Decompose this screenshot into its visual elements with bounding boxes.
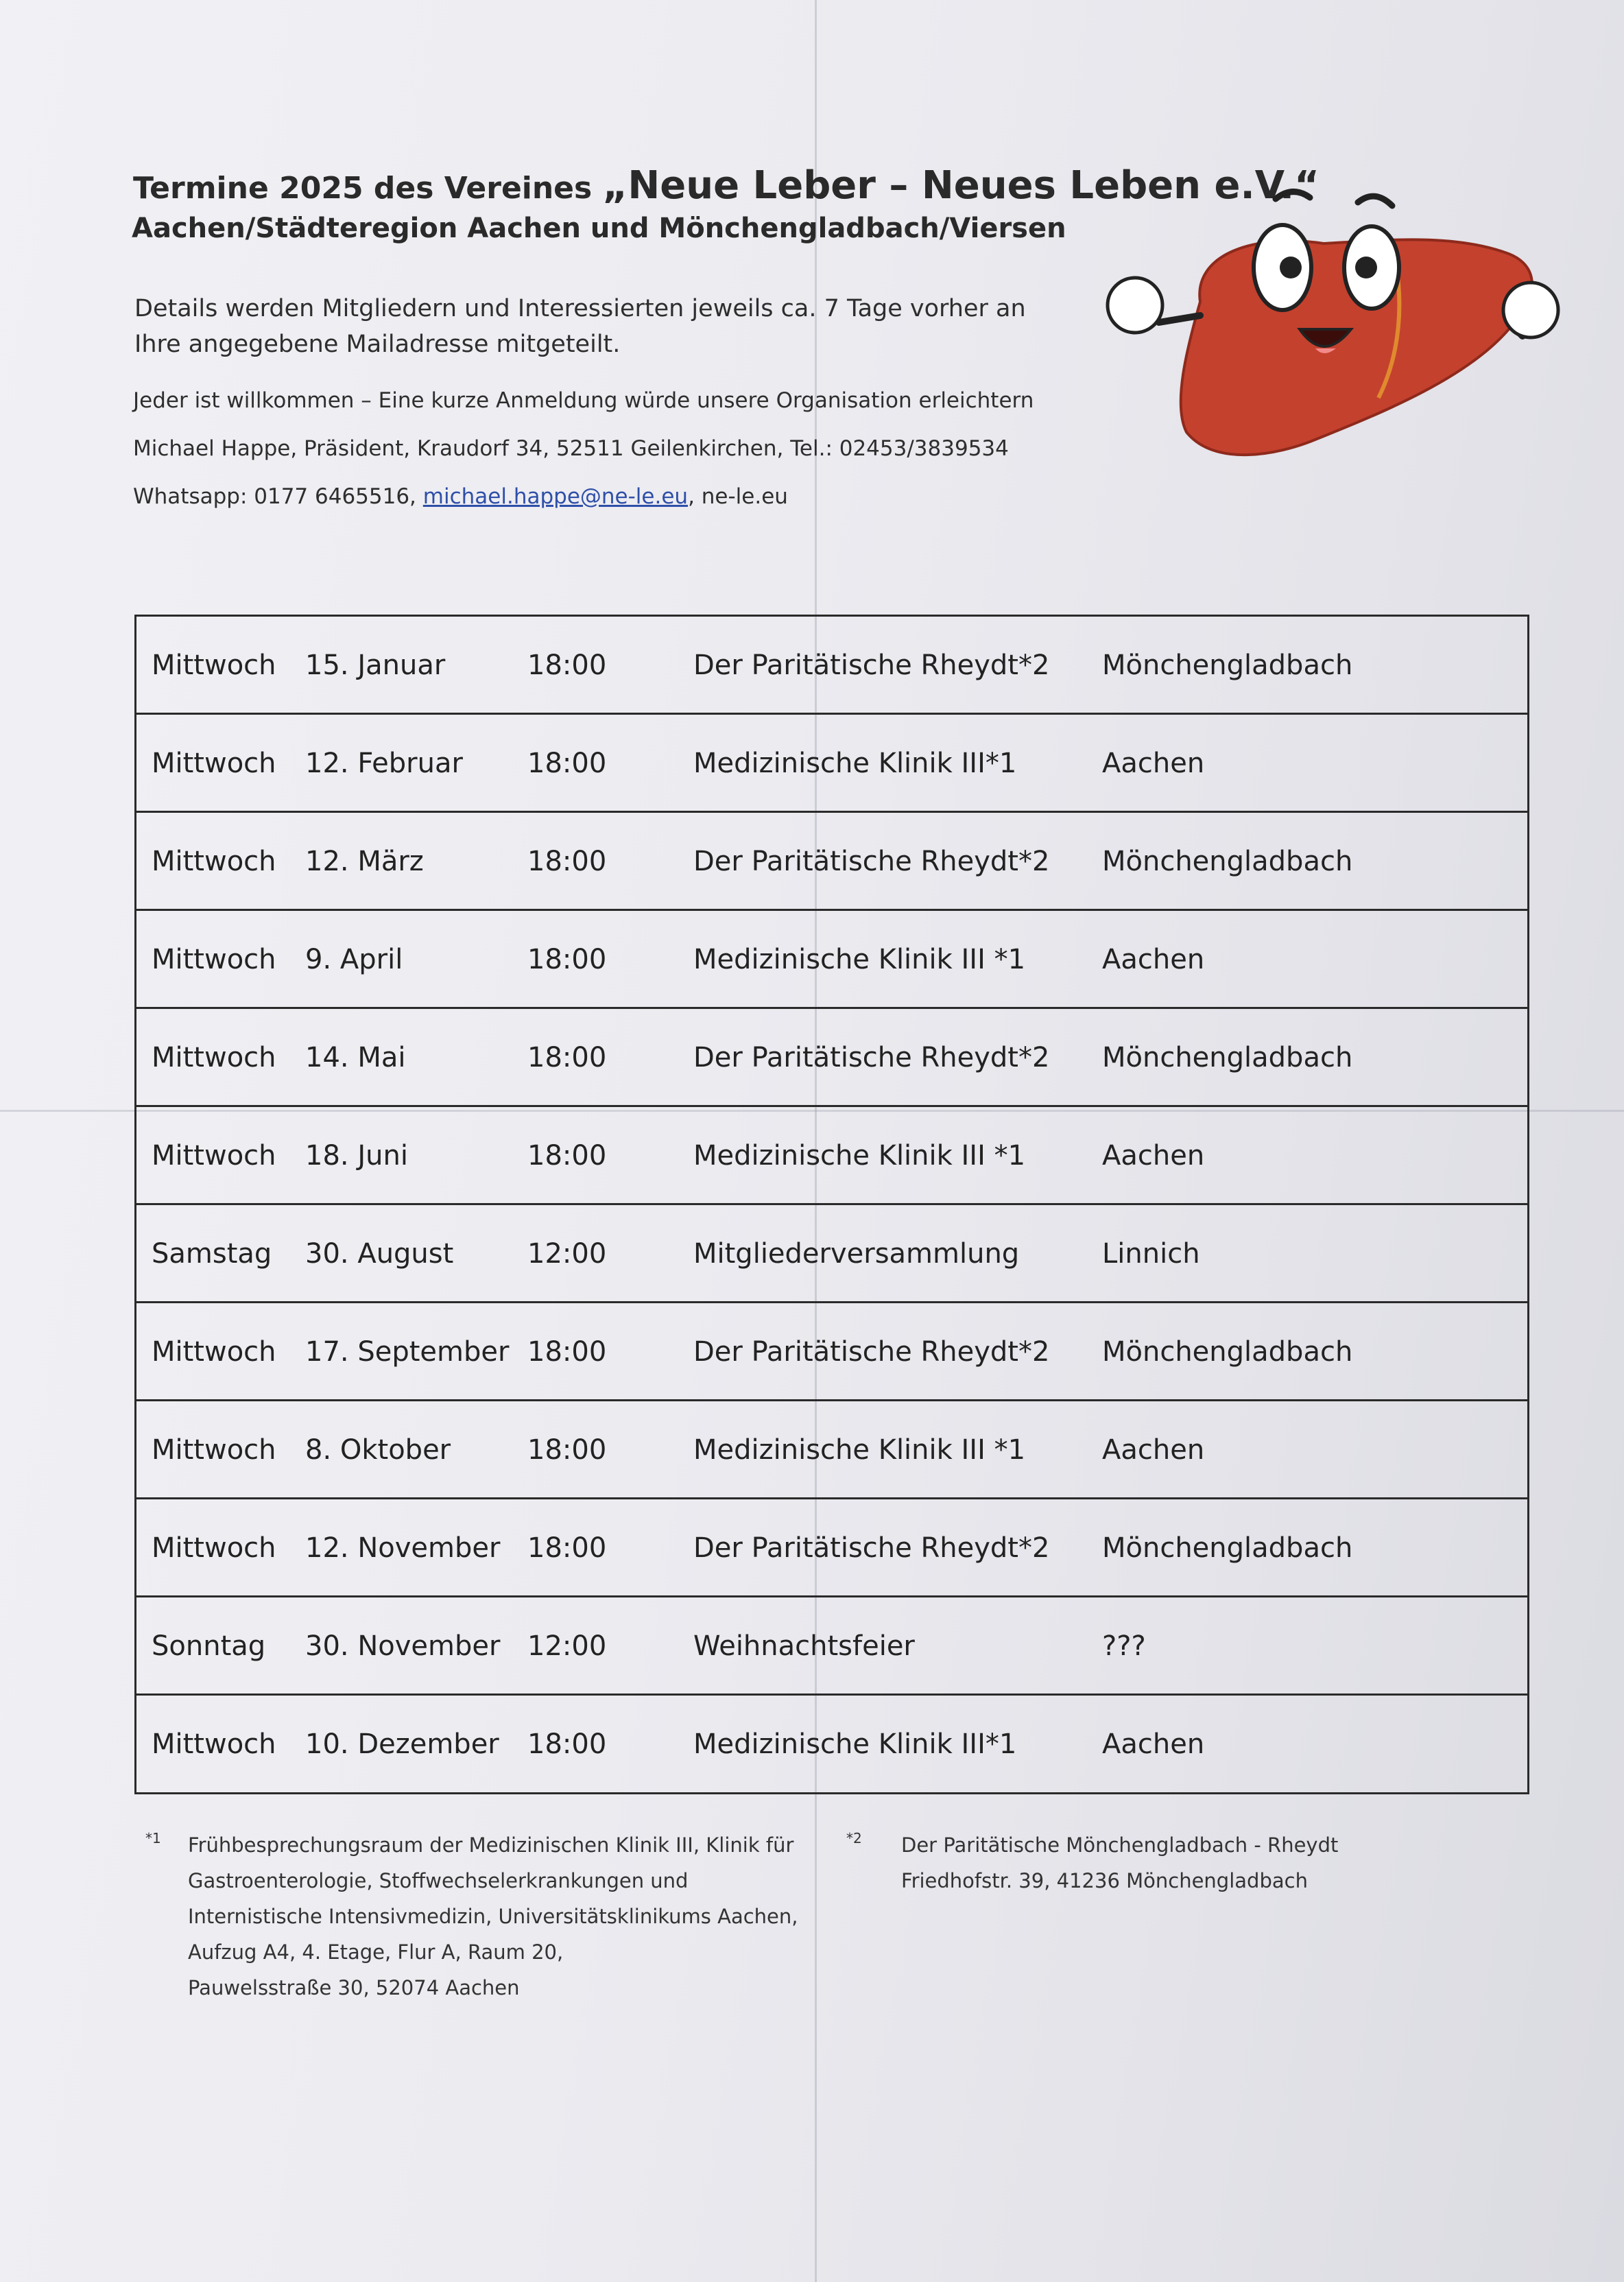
event-place: Der Paritätische Rheydt*2	[693, 1042, 1050, 1073]
event-city: Mönchengladbach	[1102, 846, 1353, 877]
footnote-1	[188, 1827, 805, 2006]
event-date: 10. Dezember	[305, 1728, 499, 1760]
event-city: Mönchengladbach	[1102, 1532, 1353, 1564]
event-day: Mittwoch	[152, 1140, 276, 1172]
footnote-line: Friedhofstr. 39, 41236 Mönchengladbach	[901, 1869, 1308, 1892]
event-date: 17. September	[305, 1336, 510, 1368]
event-city: Aachen	[1102, 944, 1205, 975]
event-place: Der Paritätische Rheydt*2	[693, 1336, 1050, 1368]
footnote-line: Internistische Intensivmedizin, Universitätsklinikums Aachen,	[188, 1905, 798, 1928]
footnote-line: Frühbesprechungsraum der Medizinischen Klinik III, Klinik für	[188, 1833, 794, 1857]
event-time: 18:00	[527, 846, 607, 877]
event-place: Medizinische Klinik III *1	[693, 1434, 1026, 1466]
table-row	[136, 617, 1527, 715]
footnote-line: Pauwelsstraße 30, 52074 Aachen	[188, 1976, 520, 1999]
table-row	[136, 1205, 1527, 1303]
email-link[interactable]: michael.happe@ne-le.eu	[422, 484, 689, 509]
event-time: 18:00	[527, 944, 607, 975]
event-place: Medizinische Klinik III*1	[693, 748, 1017, 779]
event-date: 12. November	[305, 1532, 501, 1564]
event-date: 8. Oktober	[305, 1434, 451, 1466]
event-city: ???	[1102, 1630, 1146, 1662]
table-row	[136, 813, 1527, 911]
event-city: Mönchengladbach	[1102, 1042, 1353, 1073]
event-time: 18:00	[527, 748, 607, 779]
event-place: Medizinische Klinik III *1	[693, 944, 1026, 975]
event-place: Mitgliederversammlung	[693, 1238, 1020, 1270]
table-row	[136, 1107, 1527, 1205]
event-date: 18. Juni	[305, 1140, 408, 1172]
event-time: 18:00	[527, 1042, 607, 1073]
event-day: Mittwoch	[152, 1042, 276, 1073]
event-place: Medizinische Klinik III *1	[693, 1140, 1026, 1172]
event-date: 12. März	[305, 846, 424, 877]
footnote-line: Der Paritätische Mönchengladbach - Rheydt	[901, 1833, 1339, 1857]
website-text: , ne-le.eu	[688, 484, 788, 509]
event-place: Der Paritätische Rheydt*2	[693, 1532, 1050, 1564]
event-day: Sonntag	[152, 1630, 266, 1662]
event-day: Mittwoch	[152, 1532, 276, 1564]
footnote-line: Gastroenterologie, Stoffwechselerkrankungen und	[188, 1869, 689, 1892]
event-date: 30. August	[305, 1238, 454, 1270]
event-city: Mönchengladbach	[1102, 650, 1353, 681]
table-row	[136, 1696, 1527, 1794]
event-day: Mittwoch	[152, 846, 276, 877]
event-city: Mönchengladbach	[1102, 1336, 1353, 1368]
event-time: 18:00	[527, 1434, 607, 1466]
event-time: 12:00	[527, 1238, 607, 1270]
intro-text: Details werden Mitgliedern und Interessierten jeweils ca. 7 Tage vorher an Ihre angegebene Mailadresse mitgeteilt.	[134, 295, 1026, 358]
event-day: Mittwoch	[152, 650, 276, 681]
event-day: Samstag	[152, 1238, 272, 1270]
page-subtitle: Aachen/Städteregion Aachen und Mönchengladbach/Viersen	[132, 213, 1066, 244]
table-row	[136, 1303, 1527, 1401]
table-row	[136, 1499, 1527, 1597]
contact-text: Michael Happe, Präsident, Kraudorf 34, 52511 Geilenkirchen, Tel.: 02453/3839534	[133, 436, 1009, 461]
event-time: 12:00	[527, 1630, 607, 1662]
table-row	[136, 1401, 1527, 1499]
event-place: Medizinische Klinik III*1	[693, 1728, 1017, 1760]
footnote-2-mark: *2	[846, 1830, 862, 1846]
event-city: Linnich	[1102, 1238, 1200, 1270]
table-row	[136, 911, 1527, 1009]
event-day: Mittwoch	[152, 1336, 276, 1368]
event-date: 9. April	[305, 944, 403, 975]
event-date: 15. Januar	[305, 650, 446, 681]
event-time: 18:00	[527, 650, 607, 681]
footnote-1-mark: *1	[145, 1830, 161, 1846]
table-row	[136, 1597, 1527, 1696]
footnote-2	[901, 1827, 1450, 1899]
event-city: Aachen	[1102, 1140, 1205, 1172]
event-time: 18:00	[527, 1728, 607, 1760]
event-place: Weihnachtsfeier	[693, 1630, 915, 1662]
whatsapp-line	[133, 484, 788, 509]
event-date: 14. Mai	[305, 1042, 406, 1073]
event-day: Mittwoch	[152, 1728, 276, 1760]
table-row	[136, 1009, 1527, 1107]
event-date: 30. November	[305, 1630, 501, 1662]
title-prefix: Termine 2025 des Vereines	[133, 171, 603, 206]
event-place: Der Paritätische Rheydt*2	[693, 846, 1050, 877]
event-city: Aachen	[1102, 1728, 1205, 1760]
welcome-text: Jeder ist willkommen – Eine kurze Anmeldung würde unsere Organisation erleichtern	[133, 388, 1034, 413]
event-time: 18:00	[527, 1140, 607, 1172]
event-place: Der Paritätische Rheydt*2	[693, 650, 1050, 681]
event-city: Aachen	[1102, 1434, 1205, 1466]
event-city: Aachen	[1102, 748, 1205, 779]
table-row	[136, 715, 1527, 813]
event-date: 12. Februar	[305, 748, 463, 779]
liver-mascot-icon	[1097, 178, 1564, 473]
event-time: 18:00	[527, 1336, 607, 1368]
event-day: Mittwoch	[152, 1434, 276, 1466]
event-day: Mittwoch	[152, 748, 276, 779]
events-table	[134, 615, 1529, 1794]
association-name: „Neue Leber – Neues Leben e.V.“	[602, 163, 1320, 208]
event-time: 18:00	[527, 1532, 607, 1564]
whatsapp-text: Whatsapp: 0177 6465516,	[133, 484, 423, 509]
event-day: Mittwoch	[152, 944, 276, 975]
footnote-line: Aufzug A4, 4. Etage, Flur A, Raum 20,	[188, 1940, 564, 1964]
